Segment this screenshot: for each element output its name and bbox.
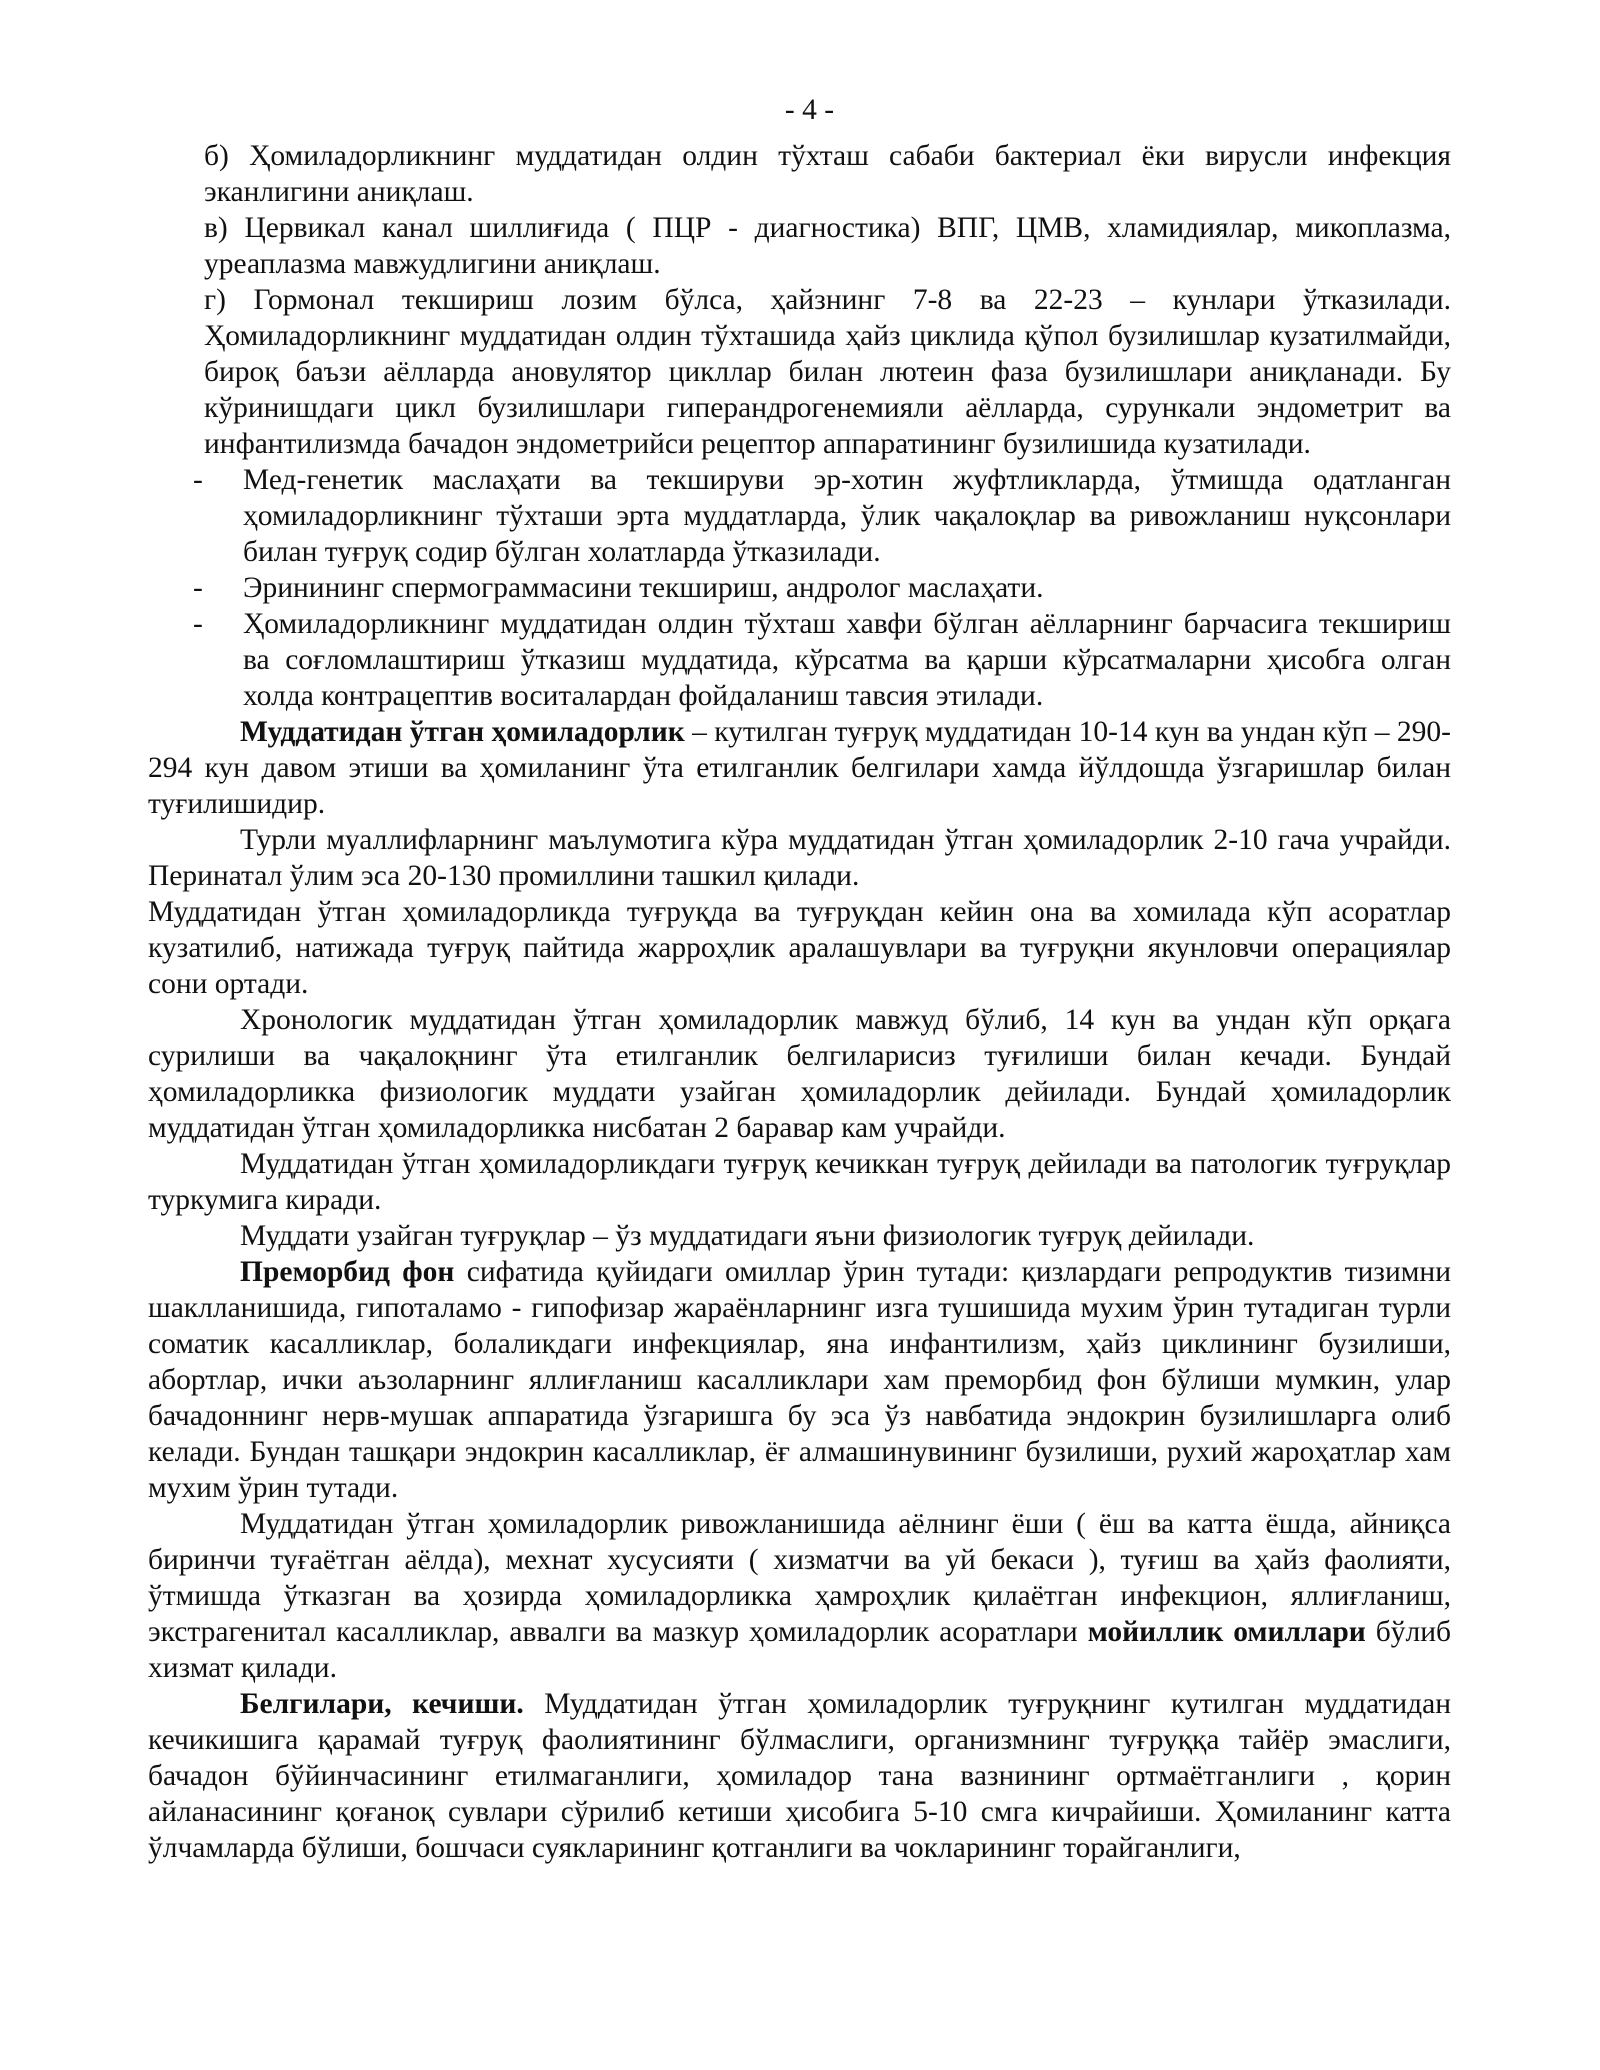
paragraph-premorbid xyxy=(148,1254,1451,1506)
paragraph-late-birth: Муддатидан ўтган ҳомиладорликдаги туғруқ кечиккан туғруқ дейилади ва патологик туғруқлар туркумига киради. xyxy=(148,1148,1451,1216)
paragraph-v: в) Цервикал канал шиллиғида ( ПЦР - диагностика) ВПГ, ЦМВ, хламидиялар, микоплазма, уреаплазма мавжудлигини аниқлаш. xyxy=(204,212,1451,280)
term-signs: Белгилари, кечиши. xyxy=(240,1688,524,1720)
list-item xyxy=(148,462,1451,570)
paragraph-chronologic: Хронологик муддатидан ўтган ҳомиладорлик мавжуд бўлиб, 14 кун ва ундан кўп орқага сурилиши ва чақалоқнинг ўта етилганлик белгиларисиз туғилиши билан кечади. Бундай ҳомиладорликка физиологик муддати узайган ҳомиладорлик дейилади. Бундай ҳомиладорлик муддатидан ўтган ҳомиладорликка нисбатан 2 баравар кам учрайди. xyxy=(148,1004,1451,1144)
list-dash: - xyxy=(193,608,203,640)
list-item-text: Эринининг спермограммасини текшириш, андролог маслаҳати. xyxy=(243,572,1044,604)
signs-text: Муддатидан ўтган ҳомиладорлик туғруқнинг кутилган муддатидан кечикишига қарамай туғруқ фаолиятининг бўлмаслиги, организмнинг туғруққа тайёр эмаслиги, бачадон бўйинчасининг етилмаганлиги, ҳомиладор тана вазнининг ортмаётганлиги , қорин айланасининг қоғаноқ сувлари сўрилиб кетиши ҳисобига 5-10 смга кичрайиши. Ҳомиланинг катта ўлчамларда бўлиши, бошчаси суякларининг қотганлиги ва чокларининг торайганлиги, xyxy=(148,1688,1452,1864)
term-postterm: Муддатидан ўтган ҳомиладорлик xyxy=(240,716,685,748)
list-item xyxy=(148,570,1451,606)
paragraph-complications: Муддатидан ўтган ҳомиладорликда туғруқда ва туғруқдан кейин она ва хомилада кўп асоратлар кузатилиб, натижада туғруқ пайтида жарроҳлик аралашувлари ва туғруқни якунловчи операциялар сони ортади. xyxy=(148,896,1451,1000)
paragraph-signs xyxy=(148,1686,1451,1866)
paragraph-g: г) Гормонал текшириш лозим бўлса, ҳайзнинг 7-8 ва 22-23 – кунлари ўтказилади. Ҳомиладорликнинг муддатидан олдин тўхташида ҳайз циклида қўпол бузилишлар кузатилмайди, бироқ баъзи аёлларда ановулятор цикллар билан лютеин фаза бузилишлари аниқланади. Бу кўринишдаги цикл бузилишлари гиперандрогенемияли аёлларда, сурункали эндометрит ва инфантилизмда бачадон эндометрийси рецептор аппаратининг бузилишида кузатилади. xyxy=(204,284,1451,460)
list-item-text: Ҳомиладорликнинг муддатидан олдин тўхташ хавфи бўлган аёлларнинг барчасига текшириш ва соғломлаштириш ўтказиш муддатида, кўрсатма ва қарши кўрсатмаларни ҳисобга олган холда контрацептив воситалардан фойдаланиш тавсия этилади. xyxy=(243,608,1451,712)
list-dash: - xyxy=(193,464,203,496)
bullet-list xyxy=(148,462,1451,714)
term-premorbid: Преморбид фон xyxy=(240,1256,455,1288)
list-item-text: Мед-генетик маслаҳати ва текшируви эр-хотин жуфтликларда, ўтмишда одатланган ҳомиладорликнинг тўхташи эрта муддатларда, ўлик чақалоқлар ва ривожланиш нуқсонлари билан туғруқ содир бўлган холатларда ўтказилади. xyxy=(243,464,1451,568)
premorbid-text: сифатида қуйидаги омиллар ўрин тутади: қизлардаги репродуктив тизимни шаклланишида, гипоталамо - гипофизар жараёнларнинг изга тушишида мухим ўрин тутадиган турли соматик касалликлар, болаликдаги инфекциялар, яна инфантилизм, ҳайз циклининг бузилиши, абортлар, ички аъзоларнинг яллиғланиш касалликлари хам преморбид фон бўлиши мумкин, улар бачадоннинг нерв-мушак аппаратида ўзгаришга бу эса ўз навбатида эндокрин бузилишларга олиб келади. Бундан ташқари эндокрин касалликлар, ёғ алмашинувининг бузилиши, рухий жароҳатлар хам мухим ўрин тутади. xyxy=(148,1256,1451,1504)
paragraph-prolonged: Муддати узайган туғруқлар – ўз муддатидаги яъни физиологик туғруқ дейилади. xyxy=(240,1220,1255,1252)
term-risk-factors: мойиллик омиллари xyxy=(1087,1616,1366,1648)
document-page xyxy=(148,92,1451,1866)
paragraph-postterm-definition xyxy=(148,714,1451,822)
list-item xyxy=(148,606,1451,714)
list-dash: - xyxy=(193,572,203,604)
paragraph-b: б) Ҳомиладорликнинг муддатидан олдин тўхташ сабаби бактериал ёки вирусли инфекция эканлигини аниқлаш. xyxy=(204,140,1451,208)
risk-factors-tail: бўлиб хизмат қилади. xyxy=(148,1616,1451,1684)
paragraph-risk-factors xyxy=(148,1506,1451,1686)
paragraph-authors: Турли муаллифларнинг маълумотига кўра муддатидан ўтган ҳомиладорлик 2-10 гача учрайди. Перинатал ўлим эса 20-130 промиллини ташкил қилади. xyxy=(148,824,1451,892)
page-number: - 4 - xyxy=(784,94,835,126)
postterm-text: – кутилган туғруқ муддатидан 10-14 кун ва ундан кўп – 290-294 кун давом этиши ва ҳомиланинг ўта етилганлик белгилари хамда йўлдошда ўзгаришлар билан туғилишидир. xyxy=(148,716,1451,820)
risk-factors-text: Муддатидан ўтган ҳомиладорлик ривожланишида аёлнинг ёши ( ёш ва катта ёшда, айниқса биринчи туғаётган аёлда), мехнат хусусияти ( хизматчи ва уй бекаси ), туғиш ва ҳайз фаолияти, ўтмишда ўтказган ва ҳозирда ҳомиладорликка ҳамроҳлик қилаётган инфекцион, яллиғланиш, экстрагенитал касалликлар, аввалги ва мазкур ҳомиладорлик асоратлари xyxy=(148,1508,1451,1648)
